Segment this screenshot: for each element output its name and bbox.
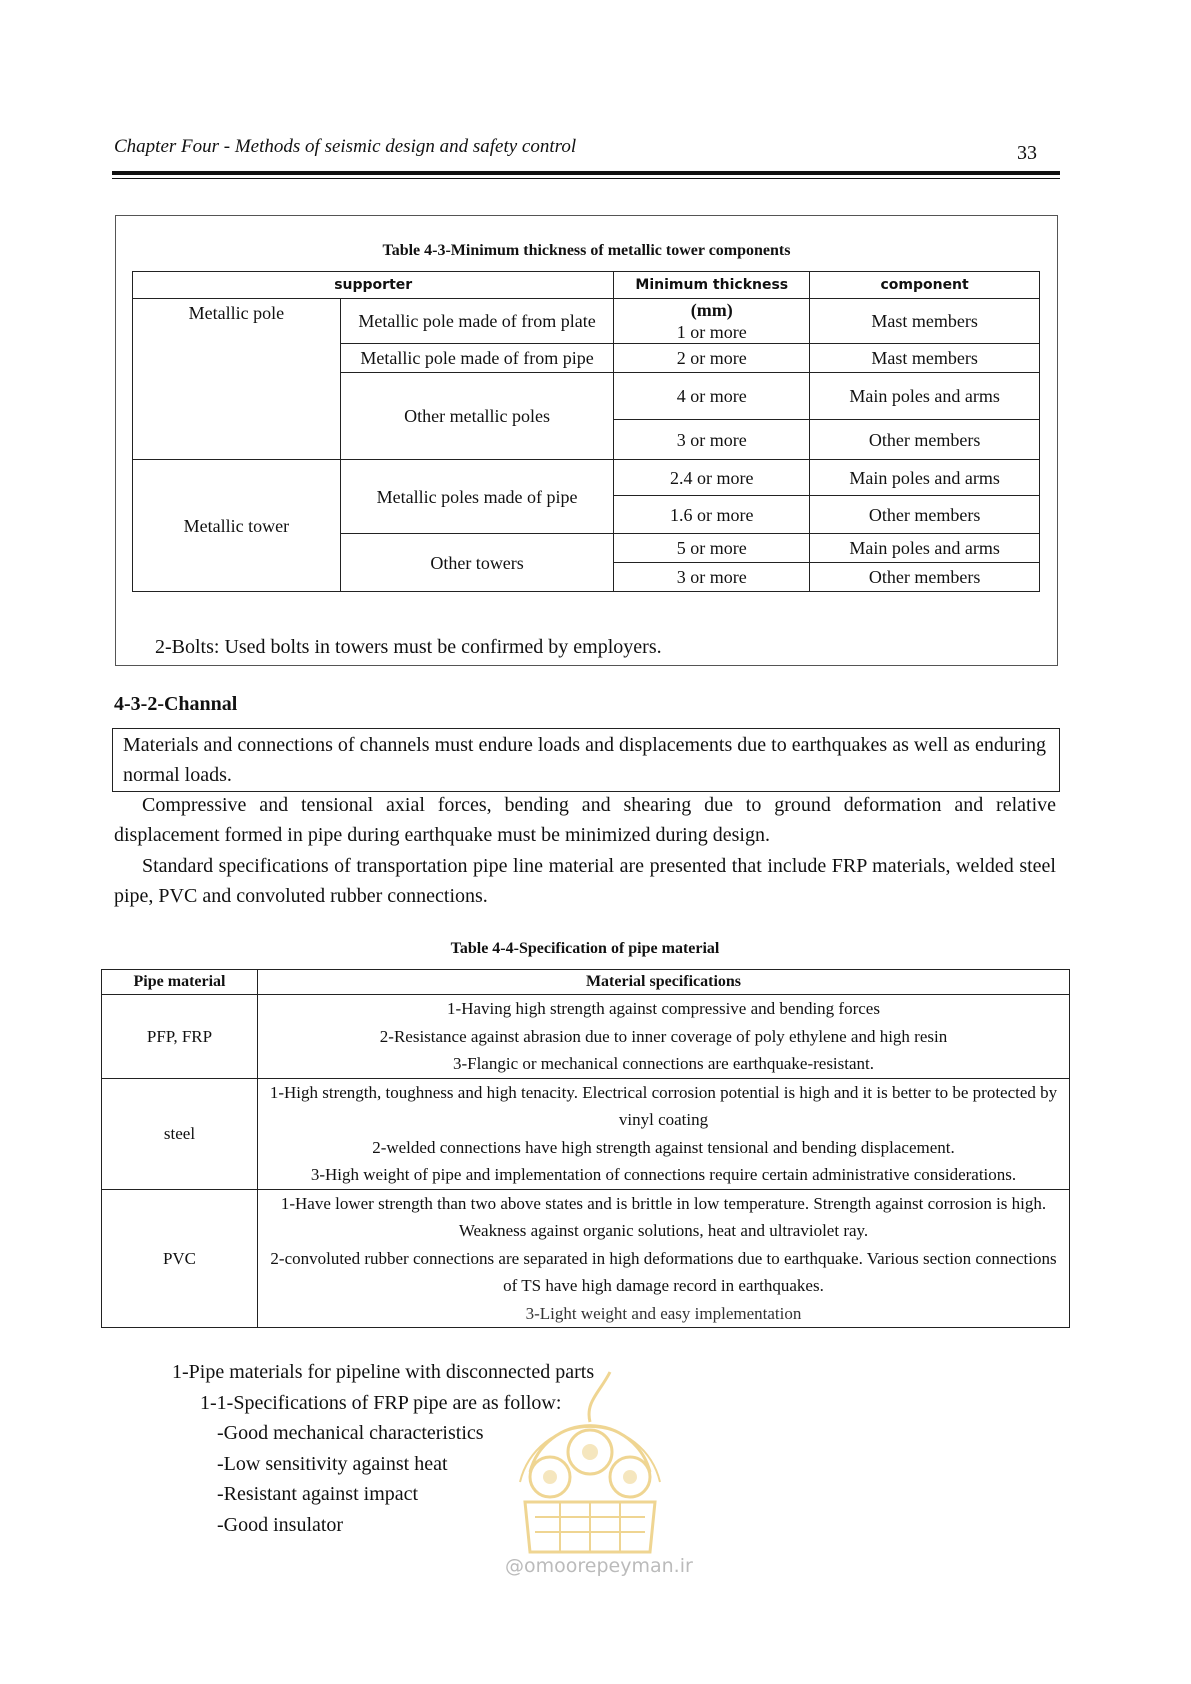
- table-4-3: [132, 271, 1040, 592]
- thickness-cell: 3 or more: [614, 563, 810, 592]
- section-title: 4-3-2-Channal: [114, 693, 238, 715]
- supporter-cell: Other towers: [340, 534, 614, 592]
- bolts-note: 2-Bolts: Used bolts in towers must be confirmed by employers.: [155, 636, 662, 658]
- table-row: [133, 299, 1040, 344]
- specs-cell: [258, 1078, 1070, 1189]
- thickness-cell: 3 or more: [614, 420, 810, 460]
- row-group-metallic-tower: Metallic tower: [133, 460, 341, 592]
- component-cell: Mast members: [810, 344, 1040, 373]
- list-item: -Resistant against impact: [217, 1483, 419, 1505]
- list-item: 1-Pipe materials for pipeline with disconnected parts: [172, 1361, 595, 1383]
- material-cell: PVC: [102, 1189, 258, 1328]
- list-item: -Low sensitivity against heat: [217, 1452, 448, 1475]
- specs-cell: [258, 995, 1070, 1079]
- spec-line: 3-Flangic or mechanical connections are earthquake-resistant.: [452, 1054, 875, 1073]
- header-rule: [112, 171, 1060, 175]
- table-row: [102, 1078, 1070, 1189]
- component-cell: Other members: [810, 563, 1040, 592]
- supporter-cell: Metallic poles made of pipe: [340, 460, 614, 534]
- table-4-3-caption: Table 4-3-Minimum thickness of metallic tower components: [382, 242, 791, 259]
- spec-line: 2-welded connections have high strength against tensional and bending displacement.: [372, 1137, 955, 1157]
- supporter-cell: Other metallic poles: [340, 373, 614, 460]
- header-pipe-material: Pipe material: [102, 970, 258, 995]
- spec-line: 3-Light weight and easy implementation: [525, 1303, 802, 1323]
- header-supporter: supporter: [133, 272, 614, 299]
- table-4-4: [101, 969, 1070, 1328]
- thickness-unit: (mm): [690, 300, 733, 320]
- thickness-cell: 2.4 or more: [614, 460, 810, 496]
- table-row: [102, 995, 1070, 1079]
- thickness-cell: 4 or more: [614, 373, 810, 420]
- thickness-cell: [614, 299, 810, 344]
- table-4-4-caption: Table 4-4-Specification of pipe material: [450, 940, 720, 957]
- supporter-cell: Metallic pole made of from pipe: [340, 344, 614, 373]
- spec-line: 2-Resistance against abrasion due to inner coverage of poly ethylene and high resin: [379, 1026, 948, 1046]
- table-row: [133, 460, 1040, 496]
- component-cell: Other members: [810, 420, 1040, 460]
- header-rule-thin: [112, 178, 1060, 179]
- table-header-row: [102, 970, 1070, 995]
- header-component: component: [810, 272, 1040, 299]
- paragraph: Compressive and tensional axial forces, bending and shearing due to ground deformation and relative displacement formed in pipe during earthquake must be minimized during design.: [114, 794, 1056, 846]
- spec-line: 1-Have lower strength than two above states and is brittle in low temperature. Strength against corrosion is high. Weakness against organic solutions, heat and ultraviolet ray.: [280, 1193, 1047, 1240]
- thickness-cell: 5 or more: [614, 534, 810, 563]
- material-cell: steel: [102, 1078, 258, 1189]
- thickness-cell: 1.6 or more: [614, 496, 810, 534]
- page-number: 33: [1017, 142, 1037, 164]
- component-cell: Mast members: [810, 299, 1040, 344]
- header-min-thickness: Minimum thickness: [614, 272, 810, 299]
- paragraph: Standard specifications of transportation pipe line material are presented that include FRP materials, welded steel pipe, PVC and convoluted rubber connections.: [114, 855, 1056, 907]
- spec-line: 1-High strength, toughness and high tenacity. Electrical corrosion potential is high and it is better to be protected by vinyl coating: [269, 1082, 1058, 1129]
- watermark-seal-icon: [490, 1352, 690, 1572]
- watermark-text: @omoorepeyman.ir: [505, 1555, 693, 1577]
- specs-cell: [258, 1189, 1070, 1328]
- spec-line: 2-convoluted rubber connections are separated in high deformations due to earthquake. Various section connections of TS have high damage record in earthquakes.: [270, 1248, 1057, 1295]
- list-item: -Good insulator: [217, 1513, 344, 1536]
- table-row: [102, 1189, 1070, 1328]
- component-cell: Main poles and arms: [810, 534, 1040, 563]
- list-item: -Good mechanical characteristics: [217, 1422, 484, 1444]
- chapter-title: Chapter Four - Methods of seismic design and safety control: [114, 136, 577, 157]
- list-item: 1-1-Specifications of FRP pipe are as follow:: [200, 1391, 562, 1414]
- component-cell: Main poles and arms: [810, 373, 1040, 420]
- spec-line: 1-Having high strength against compressive and bending forces: [447, 999, 880, 1018]
- row-group-metallic-pole: Metallic pole: [133, 299, 341, 460]
- header-specifications: Material specifications: [258, 970, 1070, 995]
- component-cell: Other members: [810, 496, 1040, 534]
- component-cell: Main poles and arms: [810, 460, 1040, 496]
- thickness-cell: 2 or more: [614, 344, 810, 373]
- table-header-row: [133, 272, 1040, 299]
- thickness-value: 1 or more: [676, 322, 747, 342]
- boxed-requirement: Materials and connections of channels must endure loads and displacements due to earthquakes as well as enduring normal loads.: [112, 728, 1060, 792]
- material-cell: PFP, FRP: [102, 995, 258, 1079]
- supporter-cell: Metallic pole made of from plate: [340, 299, 614, 344]
- spec-line: 3-High weight of pipe and implementation of connections require certain administrative considerations.: [310, 1165, 1017, 1184]
